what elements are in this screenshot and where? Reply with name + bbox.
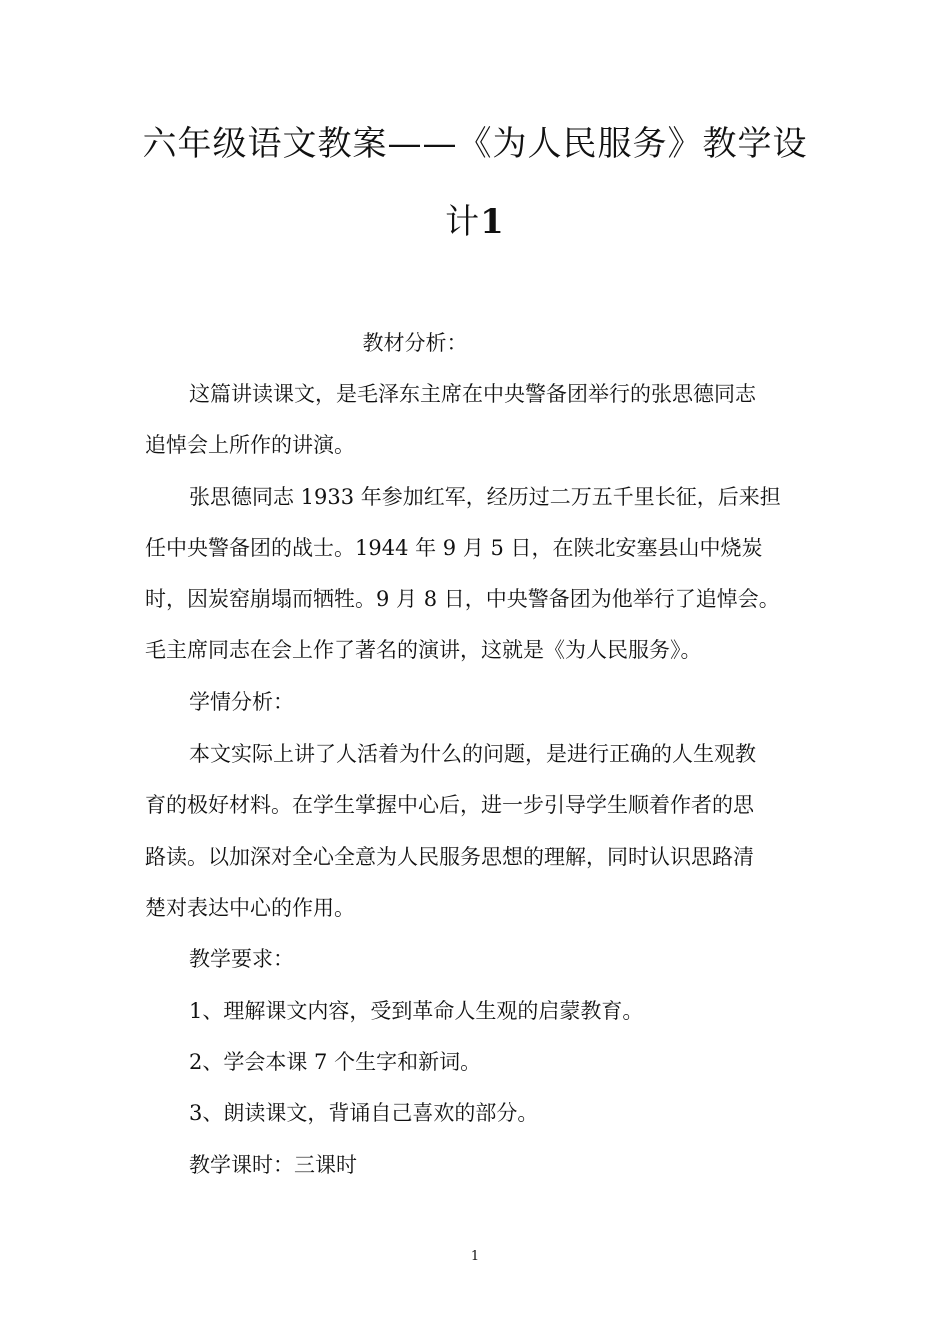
paragraph-line: 时，因炭窑崩塌而牺牲。9 月 8 日，中央警备团为他举行了追悼会。: [145, 587, 780, 611]
paragraph-line: 本文实际上讲了人活着为什么的问题，是进行正确的人生观教: [189, 742, 756, 766]
paragraph-line: 毛主席同志在会上作了著名的演讲，这就是《为人民服务》。: [145, 638, 702, 662]
title-number: 1: [480, 202, 505, 242]
section-heading-teaching-requirements: 教学要求：: [189, 947, 294, 971]
paragraph-line: 这篇讲读课文，是毛泽东主席在中央警备团举行的张思德同志: [189, 382, 756, 406]
paragraph-line: 追悼会上所作的讲演。: [145, 433, 355, 457]
paragraph-line: 路读。以加深对全心全意为人民服务思想的理解，同时认识思路清: [145, 845, 754, 869]
paragraph-line: 育的极好材料。在学生掌握中心后，进一步引导学生顺着作者的思: [145, 793, 754, 817]
list-item: 1、理解课文内容，受到革命人生观的启蒙教育。: [189, 999, 644, 1023]
list-item: 3、朗读课文，背诵自己喜欢的部分。: [189, 1101, 539, 1125]
title-continuation: 计: [445, 202, 481, 242]
page-number: 1: [470, 1249, 480, 1264]
section-heading-class-hours: 教学课时：三课时: [189, 1153, 357, 1177]
list-item: 2、学会本课 7 个生字和新词。: [189, 1050, 482, 1074]
document-title-line-1: 六年级语文教案——《为人民服务》教学设: [142, 124, 808, 164]
paragraph-line: 任中央警备团的战士。1944 年 9 月 5 日，在陕北安塞县山中烧炭: [145, 536, 763, 560]
document-title-line-2: [0, 202, 950, 242]
paragraph-line: 楚对表达中心的作用。: [145, 896, 355, 920]
section-heading-material-analysis: 教材分析：: [362, 331, 468, 355]
paragraph-line: 张思德同志 1933 年参加红军，经历过二万五千里长征，后来担: [189, 485, 781, 509]
section-heading-student-analysis: 学情分析：: [189, 690, 294, 714]
